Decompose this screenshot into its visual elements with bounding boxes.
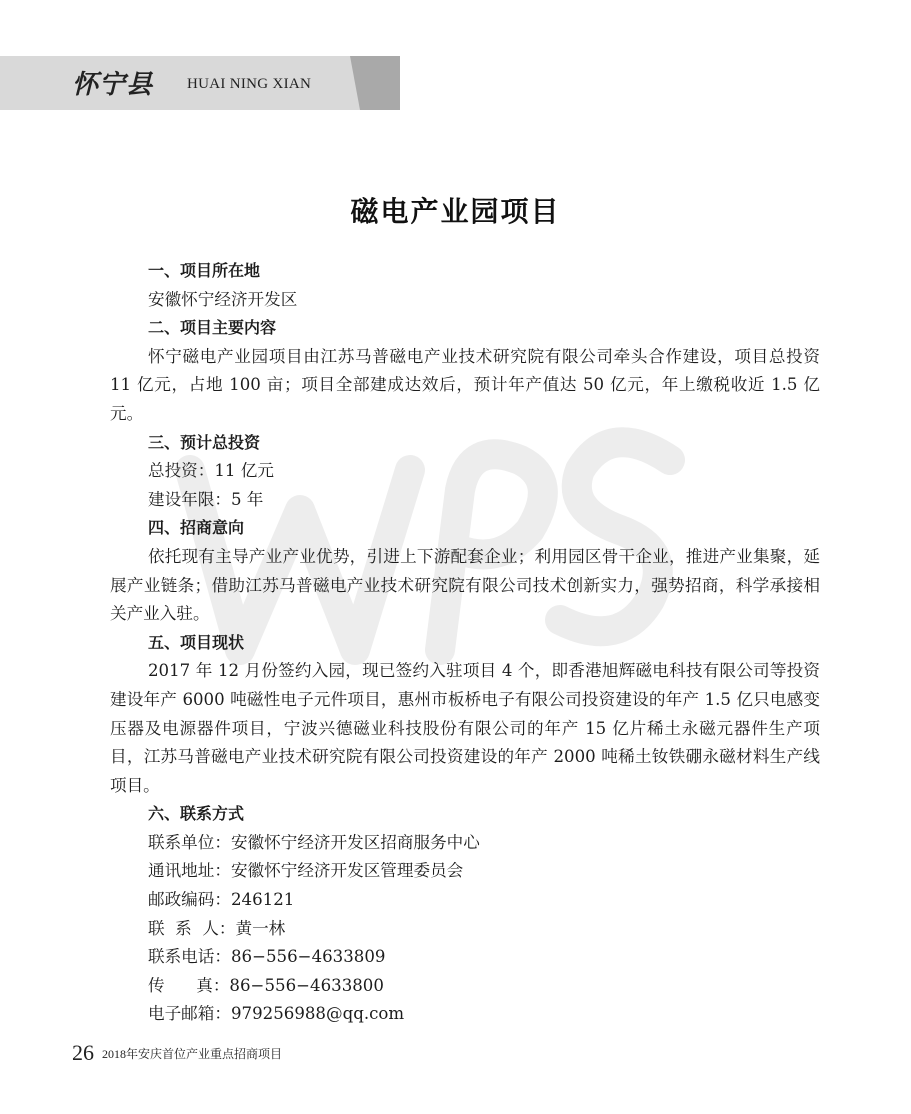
contact-postcode: 邮政编码：246121 (148, 890, 295, 910)
county-subtitle: HUAI NING XIAN (187, 76, 312, 92)
document-body (110, 257, 820, 1029)
location-line: 安徽怀宁经济开发区 (148, 289, 298, 309)
county-logo: 怀宁县 (72, 70, 154, 100)
contact-fax: 传 真：86−556−4633800 (148, 975, 384, 995)
contact-person: 联 系 人：黄一林 (148, 918, 286, 938)
contact-email: 电子邮箱：979256988@qq.com (148, 1004, 405, 1024)
document-title: 磁电产业园项目 (350, 195, 561, 228)
page-number: 26 (72, 1040, 94, 1065)
total-investment-line: 总投资：11 亿元 (148, 461, 274, 481)
publication-title: 2018年安庆首位产业重点招商项目 (102, 1046, 283, 1061)
contact-phone: 联系电话：86−556−4633809 (148, 947, 386, 967)
contact-address: 通讯地址：安徽怀宁经济开发区管理委员会 (148, 861, 464, 881)
construction-period-line: 建设年限：5 年 (148, 489, 264, 509)
section-heading-intent: 四、招商意向 (148, 518, 245, 538)
status-paragraph: 2017 年 12 月份签约入园，现已签约入驻项目 4 个，即香港旭辉磁电科技有限公司等投资建设年产 6000 吨磁性电子元件项目，惠州市板桥电子有限公司投资建设的年产 1.5 亿只电感变压器及电源器件项目，宁波兴德磁业科技股份有限公司的年产 15 亿片稀土永磁元器件生产项目，江苏马普磁电产业技术研究院有限公司投资建设的年产 2000 吨稀土钕铁硼永磁材料生产线项目。 (110, 661, 820, 795)
section-heading-status: 五、项目现状 (148, 632, 245, 652)
content-paragraph: 怀宁磁电产业园项目由江苏马普磁电产业技术研究院有限公司牵头合作建设，项目总投资 11 亿元，占地 100 亩；项目全部建成达效后，预计年产值达 50 亿元，年上缴税收近 1.5 亿元。 (110, 346, 820, 423)
page-footer (72, 1040, 282, 1066)
contact-unit: 联系单位：安徽怀宁经济开发区招商服务中心 (148, 832, 480, 852)
section-heading-location: 一、项目所在地 (148, 261, 261, 280)
intent-paragraph: 依托现有主导产业产业优势，引进上下游配套企业；利用园区骨干企业，推进产业集聚，延展产业链条；借助江苏马普磁电产业技术研究院有限公司技术创新实力，强势招商，科学承接相关产业入驻。 (110, 546, 820, 624)
section-heading-investment: 三、预计总投资 (148, 432, 261, 452)
section-heading-content: 二、项目主要内容 (148, 318, 277, 338)
section-heading-contact: 六、联系方式 (148, 804, 245, 824)
